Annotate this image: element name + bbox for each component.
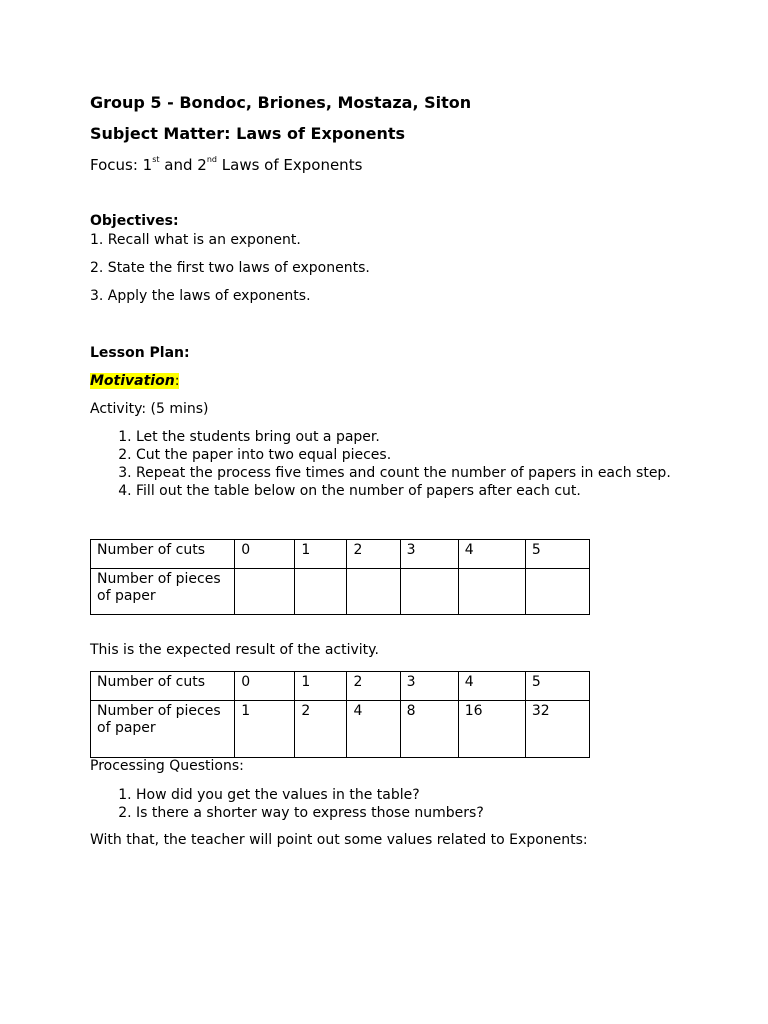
focus-suffix: Laws of Exponents <box>217 156 363 174</box>
list-item: 4. Fill out the table below on the number of papers after each cut. <box>136 482 671 500</box>
table-cell: Number of pieces of paper <box>91 701 235 758</box>
table-cell: 2 <box>347 672 400 701</box>
table-cell[interactable] <box>235 569 295 615</box>
expected-result-text: This is the expected result of the activity. <box>90 642 379 658</box>
table-cell: 8 <box>400 701 458 758</box>
table-cell[interactable] <box>400 569 458 615</box>
focus-line <box>90 156 362 174</box>
list-item: 2. Is there a shorter way to express those numbers? <box>136 804 484 822</box>
table-cell: 16 <box>458 701 525 758</box>
objective-item: 3. Apply the laws of exponents. <box>90 288 311 304</box>
table-cell[interactable] <box>295 569 347 615</box>
table-cell: 32 <box>525 701 589 758</box>
table-cell: Number of pieces of paper <box>91 569 235 615</box>
activity-table-blank <box>90 539 590 615</box>
list-item: 1. Let the students bring out a paper. <box>136 428 671 446</box>
table-cell: 1 <box>295 672 347 701</box>
table-cell: 5 <box>525 540 589 569</box>
table-cell: 1 <box>235 701 295 758</box>
objectives-title: Objectives: <box>90 213 179 229</box>
activity-line: Activity: (5 mins) <box>90 401 209 417</box>
focus-sup-second: nd <box>206 155 217 164</box>
list-item: 3. Repeat the process five times and count the number of papers in each step. <box>136 464 671 482</box>
list-item: 1. How did you get the values in the table? <box>136 786 484 804</box>
table-cell: 0 <box>235 672 295 701</box>
table-cell: 3 <box>400 540 458 569</box>
table-cell: 0 <box>235 540 295 569</box>
motivation-label: Motivation <box>90 373 175 389</box>
motivation-line <box>90 373 179 389</box>
table-cell: 2 <box>295 701 347 758</box>
focus-sup-first: st <box>152 155 160 164</box>
objective-item: 2. State the first two laws of exponents. <box>90 260 370 276</box>
activity-steps <box>90 428 671 500</box>
table-cell: 4 <box>347 701 400 758</box>
subject-heading: Subject Matter: Laws of Exponents <box>90 124 406 143</box>
table-cell: 1 <box>295 540 347 569</box>
table-cell: 3 <box>400 672 458 701</box>
objective-item: 1. Recall what is an exponent. <box>90 232 301 248</box>
table-cell[interactable] <box>525 569 589 615</box>
table-cell: 5 <box>525 672 589 701</box>
table-row <box>91 701 590 758</box>
processing-questions <box>90 786 484 822</box>
motivation-colon: : <box>174 373 180 389</box>
group-heading: Group 5 - Bondoc, Briones, Mostaza, Siton <box>90 93 472 112</box>
table-cell[interactable] <box>458 569 525 615</box>
processing-title: Processing Questions: <box>90 758 244 774</box>
focus-prefix: Focus: 1 <box>90 156 153 174</box>
table-row <box>91 569 590 615</box>
motivation-highlight <box>90 373 179 389</box>
table-cell[interactable] <box>347 569 400 615</box>
table-cell: 4 <box>458 540 525 569</box>
table-cell: 4 <box>458 672 525 701</box>
table-row <box>91 540 590 569</box>
table-cell: Number of cuts <box>91 540 235 569</box>
list-item: 2. Cut the paper into two equal pieces. <box>136 446 671 464</box>
activity-table-expected <box>90 671 590 758</box>
table-cell: 2 <box>347 540 400 569</box>
table-row <box>91 672 590 701</box>
lesson-plan-title: Lesson Plan: <box>90 345 190 361</box>
table-cell: Number of cuts <box>91 672 235 701</box>
focus-middle: and 2 <box>159 156 207 174</box>
closing-text: With that, the teacher will point out some values related to Exponents: <box>90 832 588 848</box>
